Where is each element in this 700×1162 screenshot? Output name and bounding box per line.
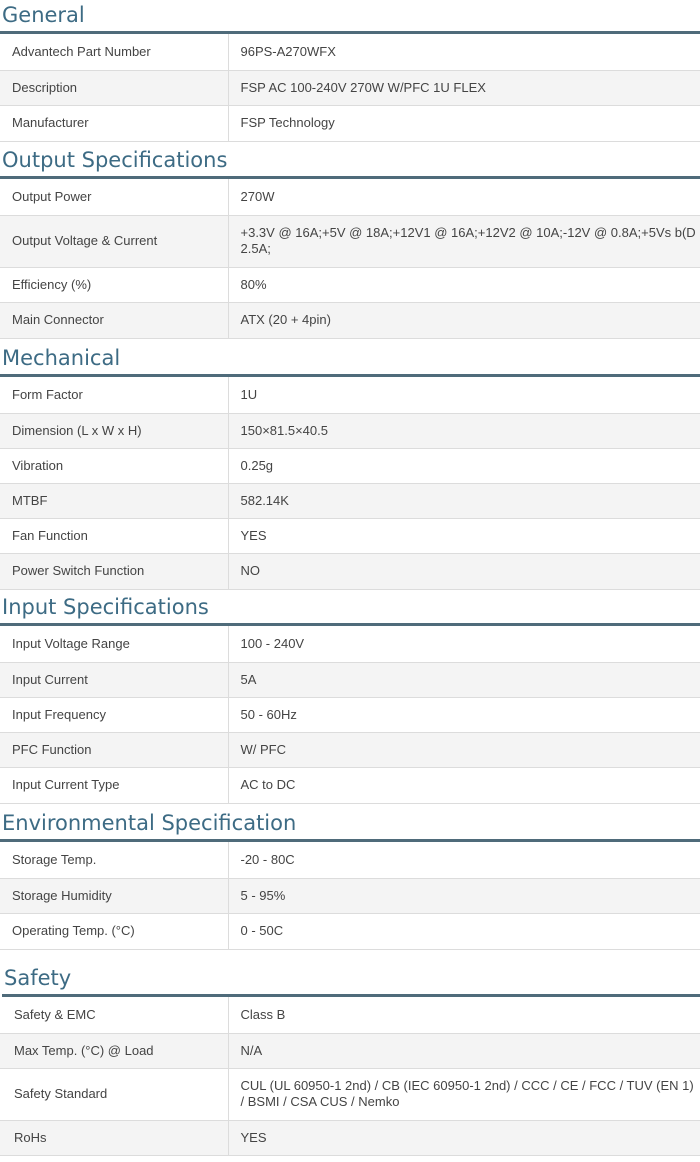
section-input-specifications bbox=[0, 592, 700, 804]
spec-label: RoHs bbox=[0, 1120, 228, 1155]
table-row bbox=[0, 662, 700, 697]
spec-label: PFC Function bbox=[0, 732, 228, 767]
spec-label: Operating Temp. (°C) bbox=[0, 913, 228, 949]
table-row bbox=[0, 1033, 700, 1068]
spec-label: Storage Temp. bbox=[0, 842, 228, 878]
spec-value: 0 - 50C bbox=[228, 913, 700, 949]
spec-value: 270W bbox=[228, 179, 700, 215]
table-row bbox=[0, 302, 700, 338]
table-row bbox=[0, 1120, 700, 1155]
spec-value: NO bbox=[228, 553, 700, 589]
spec-label: Input Current Type bbox=[0, 767, 228, 803]
spec-label: Dimension (L x W x H) bbox=[0, 413, 228, 448]
table-row bbox=[0, 377, 700, 413]
spec-value: 5 - 95% bbox=[228, 878, 700, 913]
table-row bbox=[0, 105, 700, 141]
spec-value: CUL (UL 60950-1 2nd) / CB (IEC 60950-1 2nd) / CCC / CE / FCC / TUV (EN 1) / BSMI / CSA CUS / Nemko bbox=[228, 1068, 700, 1120]
section-title: Output Specifications bbox=[2, 148, 228, 172]
section-title: Mechanical bbox=[2, 346, 121, 370]
spec-label: Output Voltage & Current bbox=[0, 215, 228, 267]
table-row bbox=[0, 878, 700, 913]
table-row bbox=[0, 1068, 700, 1120]
spec-value: YES bbox=[228, 1120, 700, 1155]
section-output-specifications bbox=[0, 145, 700, 339]
section-title: Environmental Specification bbox=[2, 811, 297, 835]
spec-value: AC to DC bbox=[228, 767, 700, 803]
spec-table bbox=[0, 842, 700, 950]
spec-label: Advantech Part Number bbox=[0, 34, 228, 70]
spec-value: W/ PFC bbox=[228, 732, 700, 767]
spec-label: MTBF bbox=[0, 483, 228, 518]
spec-label: Fan Function bbox=[0, 518, 228, 553]
spec-label: Safety Standard bbox=[0, 1068, 228, 1120]
section-safety bbox=[0, 963, 700, 1156]
spec-label: Form Factor bbox=[0, 377, 228, 413]
spec-value: +3.3V @ 16A;+5V @ 18A;+12V1 @ 16A;+12V2 @ 10A;-12V @ 0.8A;+5Vs b(D 2.5A; bbox=[228, 215, 700, 267]
table-row bbox=[0, 767, 700, 803]
spec-value: 100 - 240V bbox=[228, 626, 700, 662]
spec-label: Max Temp. (°C) @ Load bbox=[0, 1033, 228, 1068]
table-row bbox=[0, 732, 700, 767]
spec-value: FSP AC 100-240V 270W W/PFC 1U FLEX bbox=[228, 70, 700, 105]
spec-table bbox=[0, 377, 700, 590]
spec-value: 1U bbox=[228, 377, 700, 413]
section-title: General bbox=[2, 3, 85, 27]
spec-table bbox=[0, 626, 700, 804]
section-title: Safety bbox=[4, 966, 72, 990]
table-row bbox=[0, 626, 700, 662]
spec-label: Main Connector bbox=[0, 302, 228, 338]
table-row bbox=[0, 553, 700, 589]
spec-value: 0.25g bbox=[228, 448, 700, 483]
section-environmental-specification bbox=[0, 808, 700, 950]
table-row bbox=[0, 179, 700, 215]
spec-label: Input Frequency bbox=[0, 697, 228, 732]
section-general bbox=[0, 0, 700, 142]
table-row bbox=[0, 913, 700, 949]
spec-value: -20 - 80C bbox=[228, 842, 700, 878]
spec-label: Storage Humidity bbox=[0, 878, 228, 913]
table-row bbox=[0, 997, 700, 1033]
spec-label: Input Current bbox=[0, 662, 228, 697]
section-mechanical bbox=[0, 343, 700, 590]
spec-value: Class B bbox=[228, 997, 700, 1033]
spec-table bbox=[0, 997, 700, 1156]
section-title: Input Specifications bbox=[2, 595, 209, 619]
spec-value: ATX (20 + 4pin) bbox=[228, 302, 700, 338]
spec-label: Description bbox=[0, 70, 228, 105]
spec-label: Safety & EMC bbox=[0, 997, 228, 1033]
spec-value: 5A bbox=[228, 662, 700, 697]
table-row bbox=[0, 697, 700, 732]
spec-value: YES bbox=[228, 518, 700, 553]
spec-table bbox=[0, 179, 700, 339]
spec-label: Output Power bbox=[0, 179, 228, 215]
spec-value: 96PS-A270WFX bbox=[228, 34, 700, 70]
table-row bbox=[0, 413, 700, 448]
spec-label: Manufacturer bbox=[0, 105, 228, 141]
table-row bbox=[0, 34, 700, 70]
spec-value: 150×81.5×40.5 bbox=[228, 413, 700, 448]
spec-value: 80% bbox=[228, 267, 700, 302]
spec-value: 50 - 60Hz bbox=[228, 697, 700, 732]
spec-value: 582.14K bbox=[228, 483, 700, 518]
table-row bbox=[0, 267, 700, 302]
table-row bbox=[0, 518, 700, 553]
table-row bbox=[0, 70, 700, 105]
spec-table bbox=[0, 34, 700, 142]
spec-label: Input Voltage Range bbox=[0, 626, 228, 662]
spec-label: Efficiency (%) bbox=[0, 267, 228, 302]
table-row bbox=[0, 215, 700, 267]
spec-label: Power Switch Function bbox=[0, 553, 228, 589]
table-row bbox=[0, 483, 700, 518]
spec-value: FSP Technology bbox=[228, 105, 700, 141]
table-row bbox=[0, 842, 700, 878]
spec-value: N/A bbox=[228, 1033, 700, 1068]
spec-label: Vibration bbox=[0, 448, 228, 483]
table-row bbox=[0, 448, 700, 483]
